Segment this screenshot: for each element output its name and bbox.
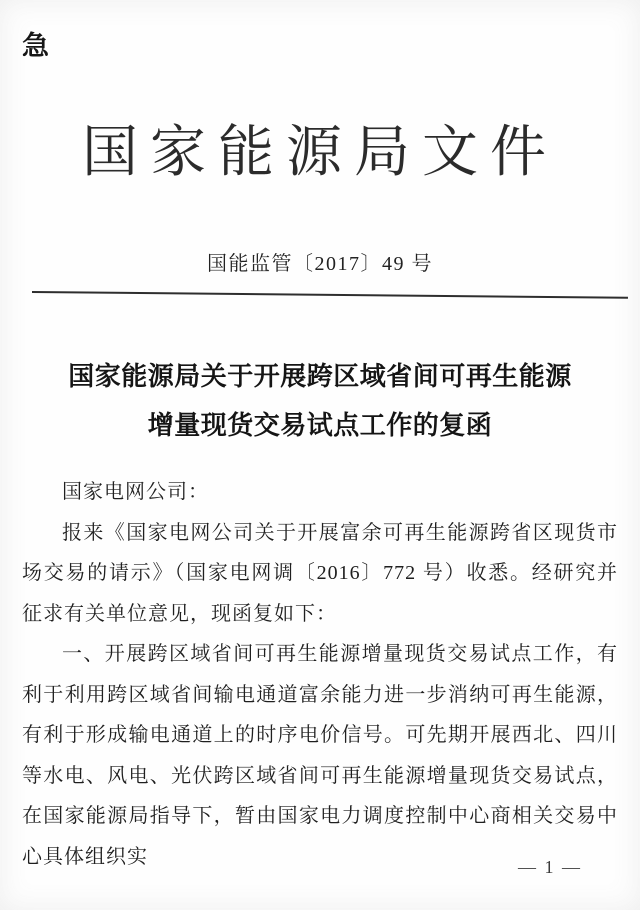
letterhead-title: 国家能源局文件 — [82, 122, 558, 184]
body-paragraph-2: 一、开展跨区域省间可再生能源增量现货交易试点工作，有利于利用跨区域省间输电通道富余能力进一步消纳可再生能源，有利于形成输电通道上的时序电价信号。可先期开展西北、四川等水电、风电、光伏跨区域省间可再生能源增量现货交易试点，在国家能源局指导下，暂由国家电力调度控制中心商相关交易中心具体组织实 — [22, 643, 618, 868]
salutation: 国家电网公司： — [62, 481, 209, 503]
page-number: — 1 — — [518, 857, 582, 877]
letter-title-line-2: 增量现货交易试点工作的复函 — [147, 411, 493, 440]
letterhead-divider-rule — [32, 291, 628, 299]
body-paragraph-1: 报来《国家电网公司关于开展富余可再生能源跨省区现货市场交易的请示》（国家电网调〔2016〕772 号）收悉。经研究并征求有关单位意见，现函复如下： — [22, 521, 618, 625]
document-number: 国能监管〔2017〕49 号 — [207, 253, 433, 275]
letter-body — [22, 472, 618, 877]
urgency-label: 急 — [22, 31, 49, 61]
letter-title-line-1: 国家能源局关于开展跨区域省间可再生能源 — [68, 362, 572, 391]
letter-title — [0, 352, 640, 450]
